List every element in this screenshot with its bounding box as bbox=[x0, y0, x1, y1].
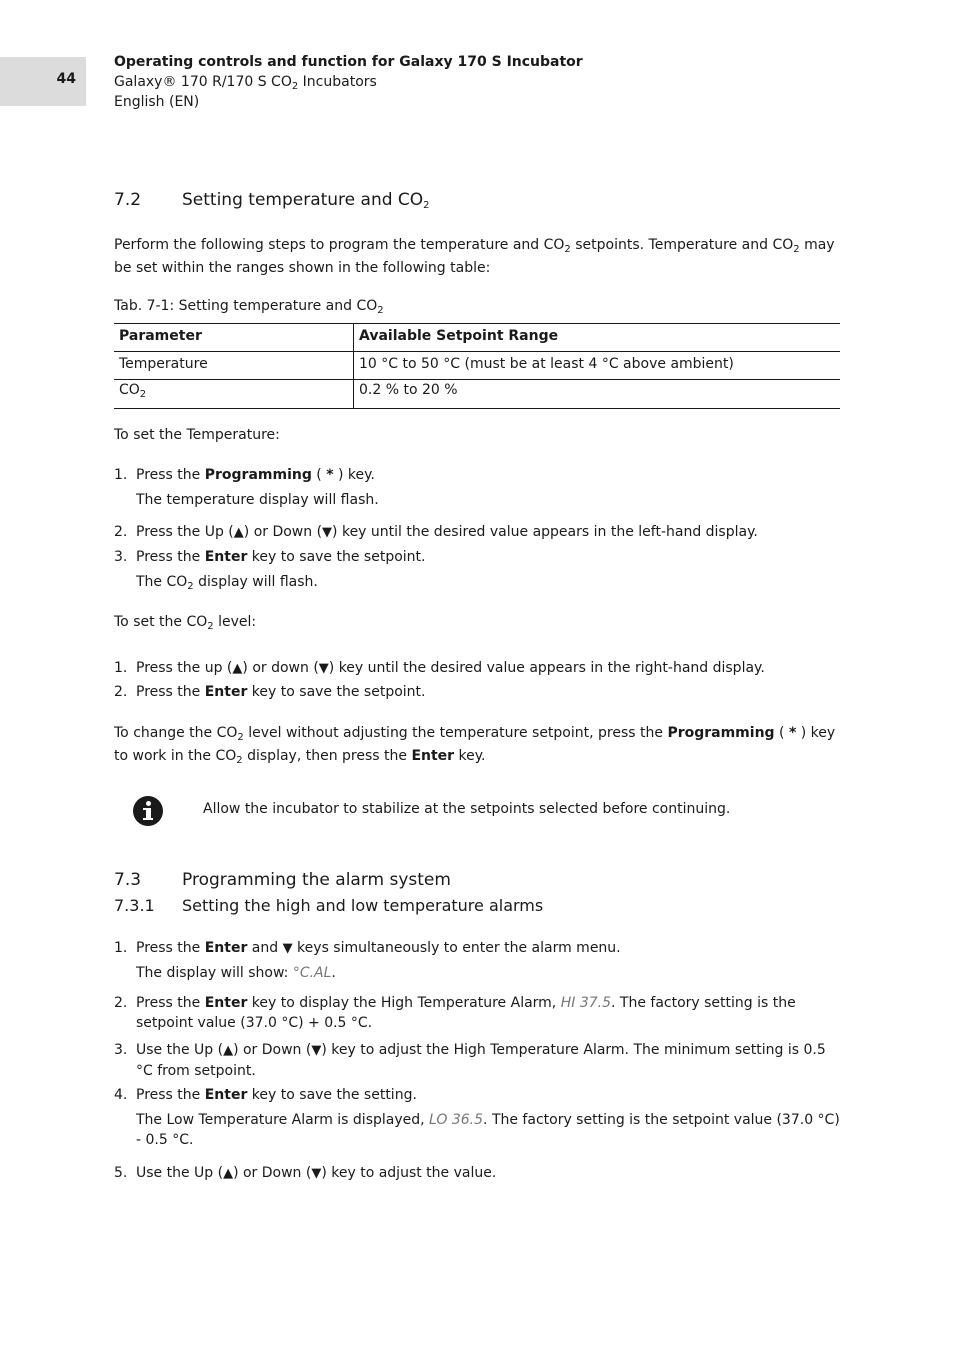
set-co2-label: To set the $CO_2$ level: bbox=[114, 614, 257, 632]
page-number: 44 bbox=[56, 71, 76, 87]
table-cell: $CO_2$ bbox=[114, 380, 354, 409]
down-arrow-icon: ▼ bbox=[318, 661, 329, 676]
change-co2-note: To change the $CO_2$ level without adjusting the temperature setpoint, press the Programming ( * ) key to work in the $CO_2$ display, then press the Enter key. bbox=[114, 725, 836, 766]
table-row bbox=[114, 380, 840, 409]
section-heading-7-2: 7.2 Setting temperature and $CO_2$ bbox=[114, 190, 430, 211]
section-intro-paragraph: Perform the following steps to program the temperature and $CO_2$ setpoints. Temperature and $CO_2$ may be set within the ranges shown in the following table: bbox=[114, 237, 835, 276]
display-readout: °C.AL bbox=[292, 965, 332, 981]
set-temperature-label: To set the Temperature: bbox=[114, 427, 280, 443]
table-header-row bbox=[114, 324, 840, 352]
header-product: Galaxy® 170 R/170 S $CO_2$ Incubators bbox=[114, 74, 377, 92]
down-arrow-icon: ▼ bbox=[311, 1166, 322, 1181]
table-header-cell: Parameter bbox=[114, 324, 354, 352]
up-arrow-icon: ▲ bbox=[232, 661, 243, 676]
info-icon bbox=[133, 796, 163, 826]
table-cell: Temperature bbox=[114, 352, 354, 380]
down-arrow-icon: ▼ bbox=[322, 525, 333, 540]
down-arrow-icon: ▼ bbox=[282, 941, 293, 956]
display-readout: LO 36.5 bbox=[429, 1112, 484, 1128]
table-cell: 10 °C to 50 °C (must be at least 4 °C above ambient) bbox=[354, 352, 841, 380]
header-language: English (EN) bbox=[114, 94, 200, 110]
table-row bbox=[114, 352, 840, 380]
up-arrow-icon: ▲ bbox=[223, 1043, 234, 1058]
running-header bbox=[114, 52, 583, 112]
section-heading-7-3: 7.3 Programming the alarm system bbox=[114, 870, 451, 890]
info-note: Allow the incubator to stabilize at the setpoints selected before continuing. bbox=[203, 801, 731, 817]
table-caption: Tab. 7-1: Setting temperature and $CO_2$ bbox=[114, 298, 384, 316]
setpoint-range-table bbox=[114, 323, 840, 409]
table-cell: 0.2 % to 20 % bbox=[354, 380, 841, 409]
table-header-cell: Available Setpoint Range bbox=[354, 324, 841, 352]
header-chapter-title: Operating controls and function for Galaxy 170 S Incubator bbox=[114, 54, 583, 70]
up-arrow-icon: ▲ bbox=[223, 1166, 234, 1181]
display-readout: HI 37.5 bbox=[560, 995, 611, 1011]
down-arrow-icon: ▼ bbox=[311, 1043, 322, 1058]
up-arrow-icon: ▲ bbox=[233, 525, 244, 540]
subsection-heading-7-3-1: 7.3.1 Setting the high and low temperature alarms bbox=[114, 896, 544, 915]
